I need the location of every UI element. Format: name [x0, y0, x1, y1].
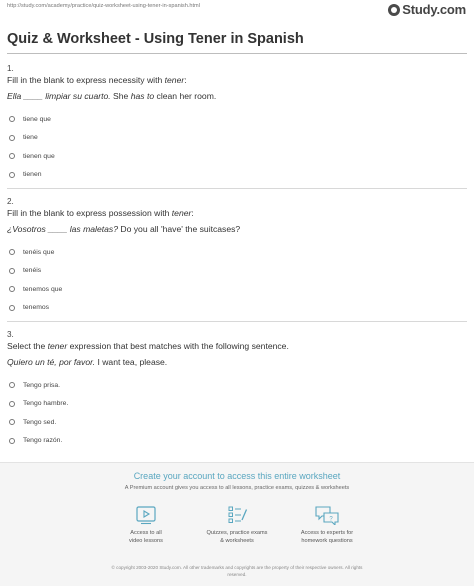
answer-option-label: tenéis que: [23, 248, 55, 256]
question-sentence: ¿Vosotros ____ las maletas? Do you all 'have' the suitcases?: [7, 224, 241, 234]
answer-option[interactable]: [7, 166, 467, 185]
radio-button-icon[interactable]: [9, 268, 15, 274]
video-lesson-icon: [135, 505, 157, 525]
answer-option-label: tiene que: [23, 115, 51, 123]
question-sentence: Ella ____ limpiar su cuarto. She has to clean her room.: [7, 91, 217, 101]
radio-button-icon[interactable]: [9, 116, 15, 122]
question-divider: [7, 321, 467, 322]
feature-video-lessons: [101, 505, 191, 545]
study-logo-icon: [388, 4, 400, 16]
question-3: [7, 330, 467, 450]
answer-option-label: Tengo prisa.: [23, 381, 61, 389]
page-url[interactable]: http://study.com/academy/practice/quiz-worksheet-using-tener-in-spanish.html: [7, 3, 200, 9]
answer-option-label: tienen que: [23, 152, 55, 160]
radio-button-icon[interactable]: [9, 249, 15, 255]
radio-button-icon[interactable]: [9, 135, 15, 141]
question-prompt: Fill in the blank to express possession with tener:: [7, 208, 194, 218]
answer-option[interactable]: [7, 395, 467, 414]
radio-button-icon[interactable]: [9, 438, 15, 444]
question-prompt: Select the tener expression that best matches with the following sentence.: [7, 341, 289, 351]
radio-button-icon[interactable]: [9, 172, 15, 178]
answer-option[interactable]: [7, 413, 467, 432]
answer-option[interactable]: [7, 376, 467, 395]
answer-option[interactable]: [7, 299, 467, 318]
answer-option-label: Tengo sed.: [23, 418, 57, 426]
copyright-notice: © copyright 2003-2020 Study.com. All other trademarks and copyrights are the property of their respective owners. All rights reserved.: [111, 565, 363, 577]
feature-label: Access to experts for homework questions: [300, 530, 354, 544]
answer-option[interactable]: [7, 110, 467, 129]
expert-chat-icon: [314, 505, 340, 525]
answer-options: [7, 243, 467, 317]
answer-options: [7, 376, 467, 450]
answer-option-label: Tengo razón.: [23, 437, 63, 445]
study-logo-text: Study.com: [402, 2, 466, 17]
feature-label: Access to all video lessons: [129, 530, 163, 544]
feature-experts: [282, 505, 372, 545]
answer-option-label: Tengo hambre.: [23, 400, 69, 408]
study-logo[interactable]: [388, 2, 466, 17]
answer-options: [7, 110, 467, 184]
question-2: [7, 197, 467, 317]
answer-option[interactable]: [7, 243, 467, 262]
radio-button-icon[interactable]: [9, 419, 15, 425]
radio-button-icon[interactable]: [9, 401, 15, 407]
answer-option[interactable]: [7, 432, 467, 451]
answer-option-label: tenemos que: [23, 285, 63, 293]
quiz-checklist-icon: [226, 505, 248, 525]
question-sentence: Quiero un té, por favor. I want tea, please.: [7, 357, 168, 367]
title-divider: [7, 53, 467, 54]
question-number: 2.: [7, 197, 14, 206]
svg-text:?: ?: [329, 516, 333, 523]
radio-button-icon[interactable]: [9, 382, 15, 388]
answer-option[interactable]: [7, 147, 467, 166]
radio-button-icon[interactable]: [9, 286, 15, 292]
top-bar: [0, 0, 474, 20]
answer-option-label: tiene: [23, 134, 38, 142]
question-1: [7, 64, 467, 184]
question-number: 1.: [7, 64, 14, 73]
question-number: 3.: [7, 330, 14, 339]
cta-title[interactable]: Create your account to access this entire worksheet: [133, 471, 341, 481]
answer-option-label: tienen: [23, 171, 42, 179]
answer-option[interactable]: [7, 129, 467, 148]
question-divider: [7, 188, 467, 189]
answer-option-label: tenemos: [23, 304, 50, 312]
radio-button-icon[interactable]: [9, 305, 15, 311]
answer-option[interactable]: [7, 280, 467, 299]
cta-subtitle: A Premium account gives you access to all lessons, practice exams, quizzes & worksheets: [124, 485, 350, 491]
feature-quizzes: [192, 505, 282, 545]
radio-button-icon[interactable]: [9, 153, 15, 159]
page-title: Quiz & Worksheet - Using Tener in Spanish: [7, 31, 304, 47]
answer-option-label: tenéis: [23, 267, 42, 275]
question-prompt: Fill in the blank to express necessity with tener:: [7, 75, 187, 85]
answer-option[interactable]: [7, 262, 467, 281]
feature-label: Quizzes, practice exams & worksheets: [206, 530, 268, 544]
